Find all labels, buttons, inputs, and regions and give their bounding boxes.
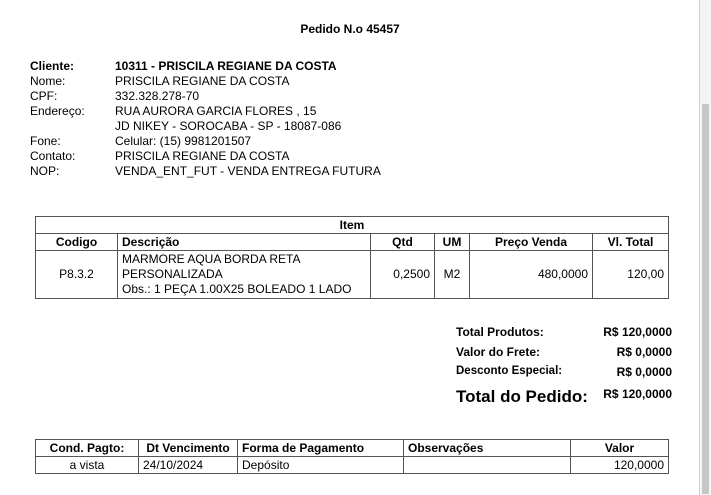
col-header-preco: Preço Venda (470, 234, 593, 251)
contact-label: Contato: (30, 149, 76, 163)
total-produtos-value: R$ 120,0000 (603, 325, 672, 339)
item-um: M2 (435, 251, 470, 299)
nop-label: NOP: (30, 164, 60, 178)
name-label: Nome: (30, 74, 66, 88)
pay-obs (404, 457, 571, 474)
desconto-value: R$ 0,0000 (616, 365, 672, 379)
table-row (36, 457, 669, 474)
col-header-descricao: Descrição (118, 234, 371, 251)
pay-valor: 120,0000 (571, 457, 669, 474)
pay-cond: a vista (36, 457, 139, 474)
cpf-value: 332.328.278-70 (115, 89, 200, 103)
payment-table (35, 439, 669, 474)
col-header-codigo: Codigo (36, 234, 118, 251)
page-title: Pedido N.o 45457 (300, 22, 400, 36)
pay-forma: Depósito (238, 457, 404, 474)
total-produtos-label: Total Produtos: (456, 325, 544, 339)
phone-value: Celular: (15) 9981201507 (115, 134, 252, 148)
vertical-scrollbar[interactable] (700, 0, 711, 495)
phone-label: Fone: (30, 134, 61, 148)
col-header-cond: Cond. Pagto: (36, 440, 139, 457)
name-value: PRISCILA REGIANE DA COSTA (115, 74, 290, 88)
address-label: Endereço: (30, 104, 85, 118)
col-header-qtd: Qtd (371, 234, 435, 251)
item-descricao (118, 251, 371, 299)
pay-venc: 24/10/2024 (139, 457, 238, 474)
items-table (35, 216, 669, 299)
col-header-forma: Forma de Pagamento (238, 440, 404, 457)
desconto-label: Desconto Especial: (456, 365, 563, 377)
item-qtd: 0,2500 (371, 251, 435, 299)
item-total: 120,00 (593, 251, 669, 299)
cpf-label: CPF: (30, 89, 58, 103)
scrollbar-thumb[interactable] (702, 104, 709, 494)
total-pedido-label: Total do Pedido: (456, 387, 588, 406)
valor-frete-value: R$ 0,0000 (616, 345, 672, 359)
item-descricao-line: MARMORE AQUA BORDA RETA (122, 252, 301, 266)
address-line-1: RUA AURORA GARCIA FLORES , 15 (115, 104, 317, 118)
valor-frete-label: Valor do Frete: (456, 345, 541, 359)
col-header-obs: Observações (404, 440, 571, 457)
item-preco: 480,0000 (470, 251, 593, 299)
item-descricao-line: PERSONALIZADA (122, 267, 223, 281)
client-label: Cliente: (30, 59, 75, 73)
col-header-um: UM (435, 234, 470, 251)
item-codigo: P8.3.2 (36, 251, 118, 299)
col-header-total: Vl. Total (593, 234, 669, 251)
col-header-venc: Dt Vencimento (139, 440, 238, 457)
nop-value: VENDA_ENT_FUT - VENDA ENTREGA FUTURA (115, 164, 381, 178)
item-obs: Obs.: 1 PEÇA 1.00X25 BOLEADO 1 LADO (122, 282, 352, 296)
total-pedido-value: R$ 120,0000 (603, 387, 672, 401)
address-line-2: JD NIKEY - SOROCABA - SP - 18087-086 (115, 119, 342, 133)
col-header-valor: Valor (571, 440, 669, 457)
totals-block (456, 325, 672, 405)
client-value: 10311 - PRISCILA REGIANE DA COSTA (115, 59, 337, 73)
items-group-header: Item (36, 217, 669, 234)
client-info (30, 59, 381, 179)
contact-value: PRISCILA REGIANE DA COSTA (115, 149, 290, 163)
table-row (36, 251, 669, 299)
